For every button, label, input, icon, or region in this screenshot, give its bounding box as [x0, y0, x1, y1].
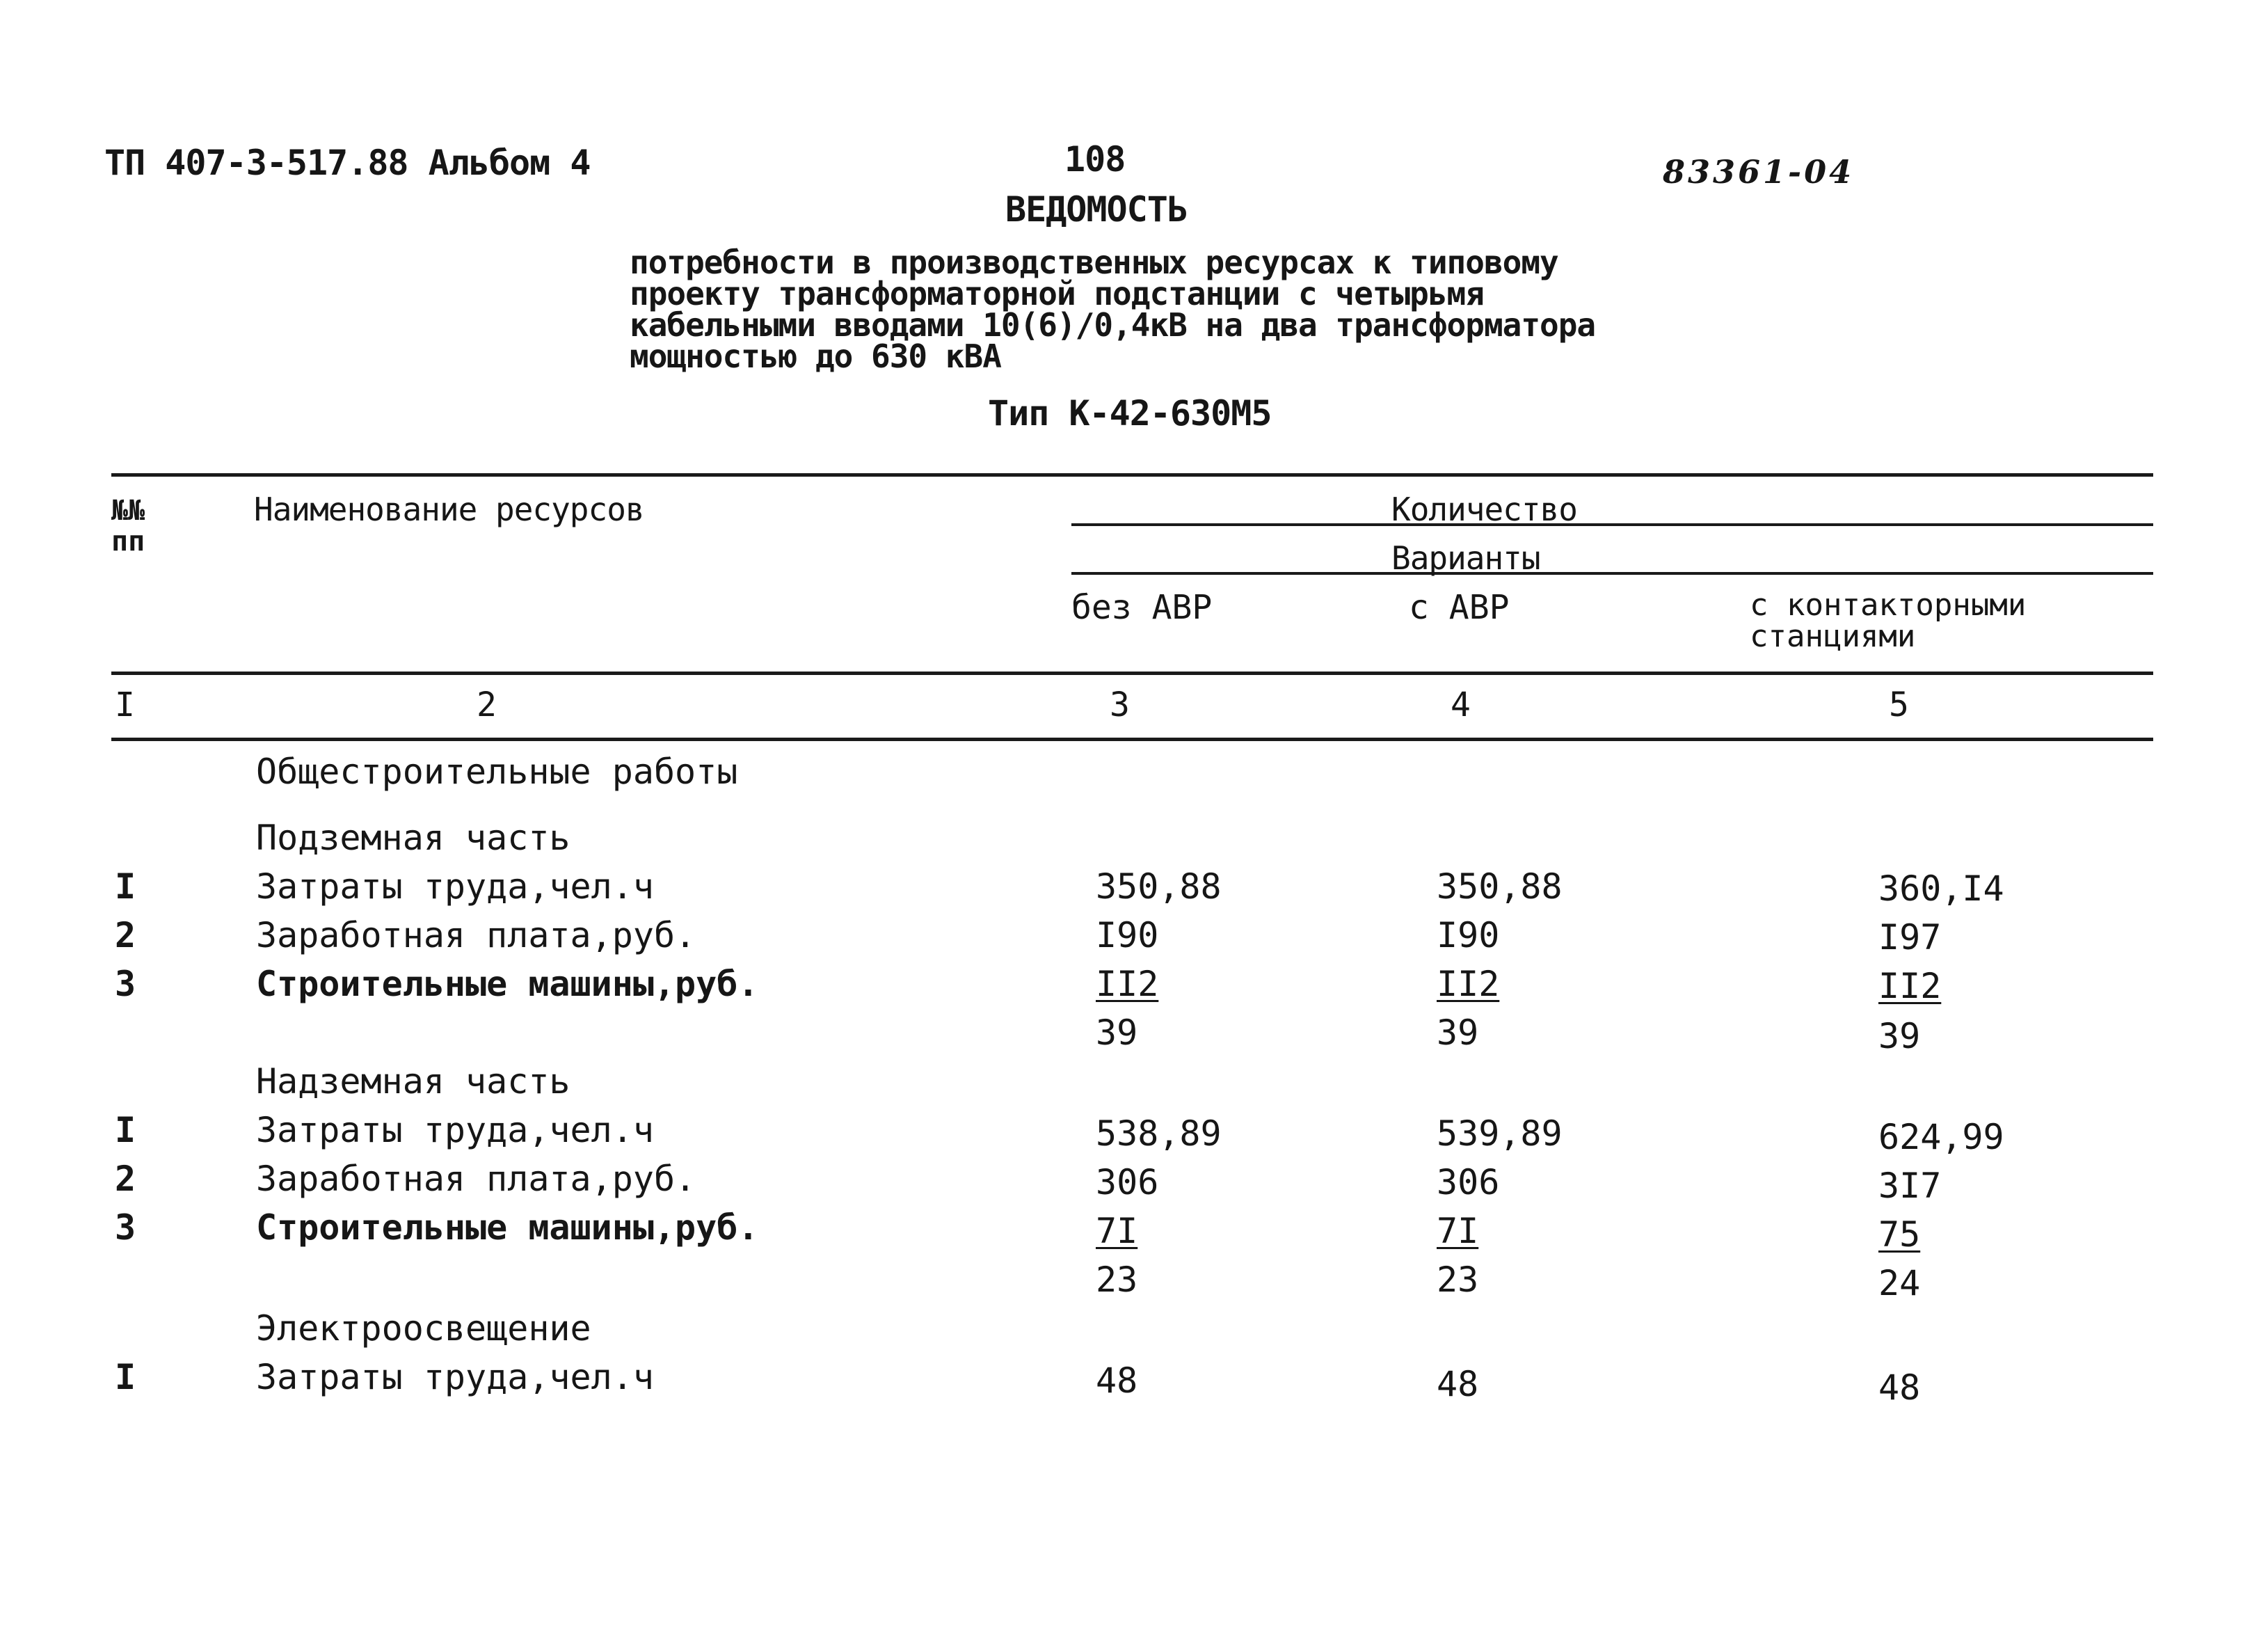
row-number: I [115, 1110, 136, 1150]
cell-value: II2 [1437, 964, 1500, 1004]
row-name: Заработная плата,руб. [256, 915, 696, 955]
cell-value: 350,88 [1096, 866, 1222, 907]
quantity-rule [1071, 523, 2153, 526]
cell-subvalue: 23 [1096, 1260, 1138, 1300]
cell-value: 306 [1437, 1162, 1500, 1202]
column-header-number: №№ пп [111, 495, 145, 557]
subtitle-line-2: проекту трансформаторной подстанции с четырьмя [630, 275, 1484, 312]
section-underground: Подземная часть [256, 818, 570, 858]
column-header-name: Наименование ресурсов [254, 491, 644, 528]
row-name: Строительные машины,руб. [256, 1207, 759, 1248]
column-number-5: 5 [1889, 685, 1909, 724]
cell-subvalue: 39 [1437, 1012, 1479, 1053]
column-header-no-avr: без АВР [1071, 588, 1213, 627]
document-title: ВЕДОМОСТЬ [1005, 189, 1188, 230]
document-reference: ТП 407-3-517.88 Альбом 4 [104, 143, 591, 183]
variants-rule [1071, 572, 2153, 575]
row-number: I [115, 1357, 136, 1397]
column-header-contactor-line2: станциями [1750, 619, 1916, 654]
cell-value: 3I7 [1878, 1166, 1942, 1206]
cell-value: 538,89 [1096, 1113, 1222, 1154]
column-number-1: I [115, 685, 135, 724]
column-header-with-avr: с АВР [1409, 588, 1510, 627]
row-name: Заработная плата,руб. [256, 1159, 696, 1199]
cell-value: 350,88 [1437, 866, 1563, 907]
cell-value: II2 [1096, 964, 1159, 1004]
cell-value: 48 [1096, 1360, 1138, 1401]
column-header-contactor-line1: с контакторными [1750, 587, 2027, 623]
column-number-4: 4 [1451, 685, 1471, 724]
subtitle-line-3: кабельными вводами 10(6)/0,4кВ на два трансформатора [630, 306, 1596, 344]
row-name: Затраты труда,чел.ч [256, 866, 654, 907]
cell-value: 48 [1878, 1367, 1921, 1408]
cell-value: 306 [1096, 1162, 1159, 1202]
subtitle-line-4: мощностью до 630 кВА [630, 337, 1001, 375]
column-numbers-rule [111, 738, 2153, 741]
cell-subvalue: 23 [1437, 1260, 1479, 1300]
cell-subvalue: 24 [1878, 1263, 1921, 1303]
cell-value: 360,I4 [1878, 868, 2004, 909]
cell-value: I90 [1437, 915, 1500, 955]
type-line: Тип К-42-630М5 [988, 393, 1272, 434]
cell-value: 75 [1878, 1214, 1921, 1255]
section-above-ground: Надземная часть [256, 1061, 570, 1102]
column-header-variants: Варианты [1391, 539, 1540, 577]
cell-value: 539,89 [1437, 1113, 1563, 1154]
cell-value: II2 [1878, 966, 1942, 1006]
cell-value: 7I [1096, 1211, 1138, 1251]
cell-value: I90 [1096, 915, 1159, 955]
column-number-3: 3 [1110, 685, 1130, 724]
cell-value: I97 [1878, 917, 1942, 958]
row-number: I [115, 866, 136, 907]
header-bottom-rule [111, 672, 2153, 675]
table-top-rule [111, 473, 2153, 477]
subtitle-line-1: потребности в производственных ресурсах к типовому [630, 244, 1558, 281]
cell-value: 48 [1437, 1364, 1479, 1404]
column-header-quantity: Количество [1391, 491, 1577, 528]
page-number: 108 [1064, 139, 1126, 180]
row-number: 3 [115, 1207, 136, 1248]
row-name: Затраты труда,чел.ч [256, 1110, 654, 1150]
section-general-construction: Общестроительные работы [256, 752, 738, 792]
cell-subvalue: 39 [1878, 1016, 1921, 1056]
row-name: Строительные машины,руб. [256, 964, 759, 1004]
row-name: Затраты труда,чел.ч [256, 1357, 654, 1397]
cell-value: 624,99 [1878, 1117, 2004, 1157]
row-number: 3 [115, 964, 136, 1004]
section-electric-lighting: Электроосвещение [256, 1308, 591, 1349]
handwritten-code: 83361-04 [1663, 153, 1855, 191]
row-number: 2 [115, 915, 136, 955]
cell-value: 7I [1437, 1211, 1479, 1251]
row-number: 2 [115, 1159, 136, 1199]
cell-subvalue: 39 [1096, 1012, 1138, 1053]
column-number-2: 2 [477, 685, 497, 724]
